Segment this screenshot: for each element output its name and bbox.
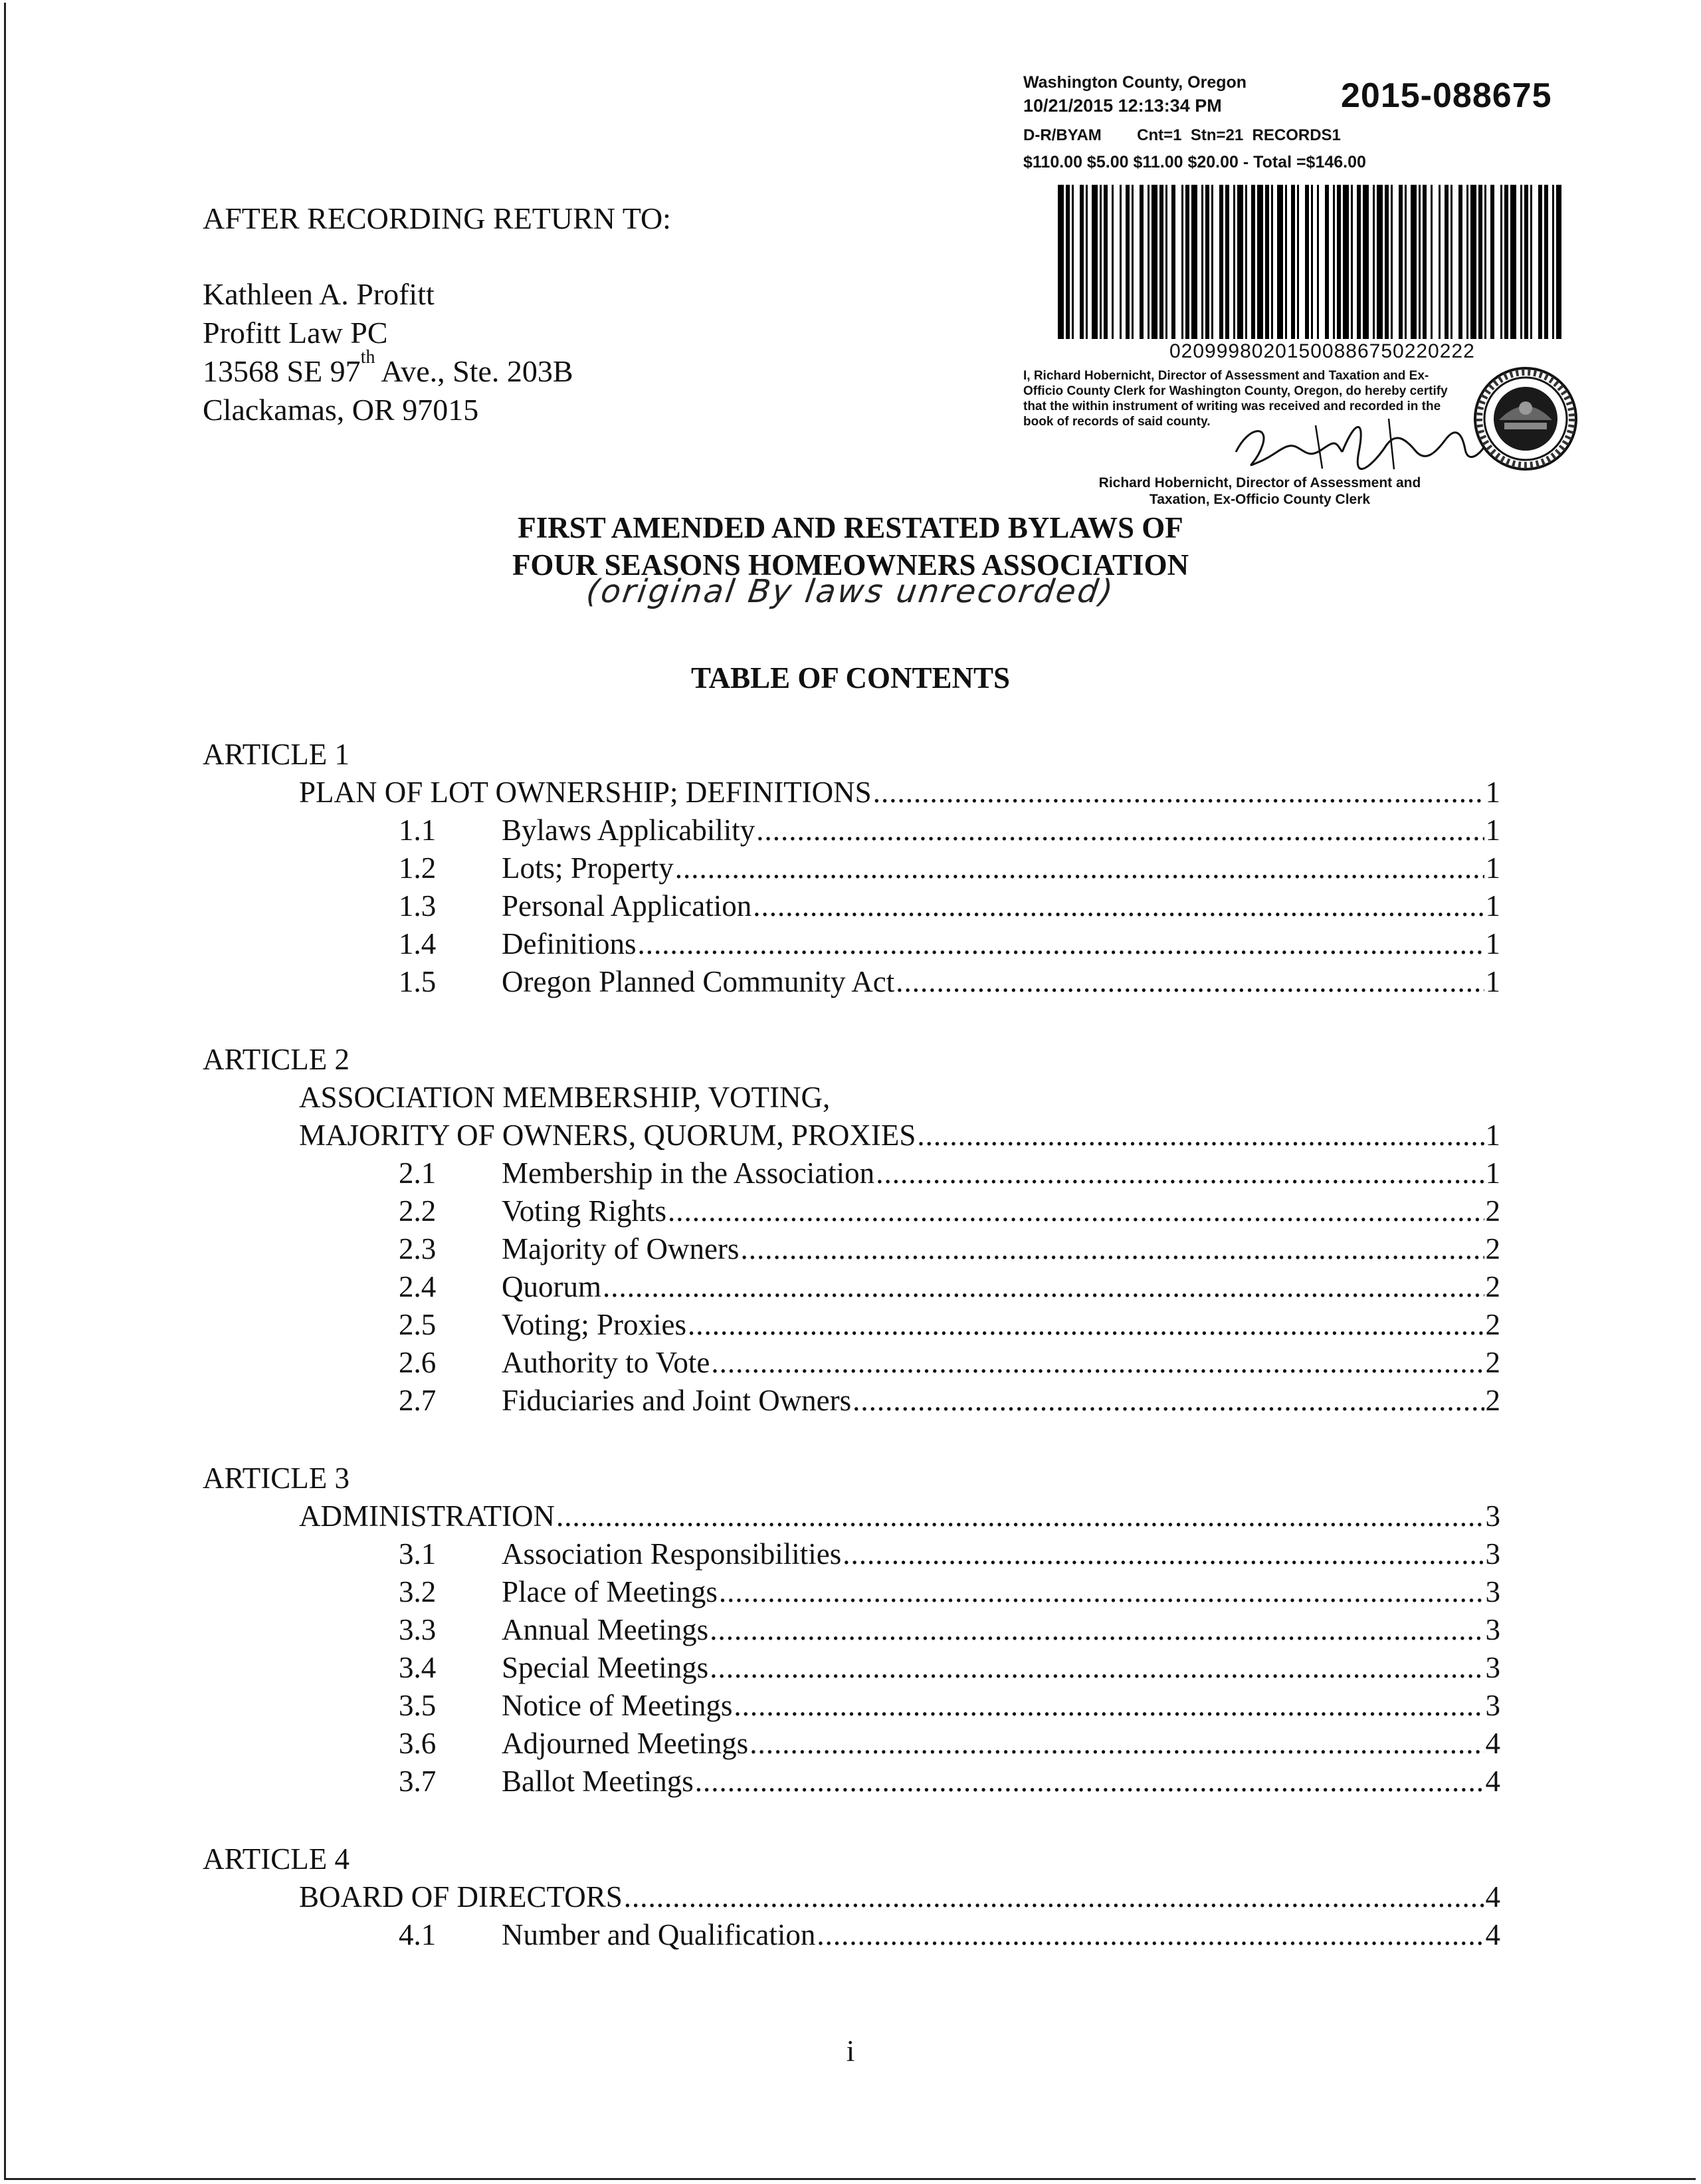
toc-heading: MAJORITY OF OWNERS, QUORUM, PROXIES [299,1119,916,1152]
toc-entry-3-4 [399,1649,1500,1686]
toc-page: 3 [1485,1689,1500,1722]
toc-entry-3-7 [399,1763,1500,1800]
toc-page: 2 [1485,1194,1500,1228]
toc-entry-1-3 [399,887,1500,925]
return-label: AFTER RECORDING RETURN TO: [203,201,671,235]
toc-text: Association Responsibilities [502,1537,842,1571]
toc-entry-article-3 [299,1497,1500,1535]
toc-page: 1 [1485,889,1500,923]
toc-num: 1.5 [399,965,437,998]
toc-num: 2.3 [399,1232,437,1265]
document-title-line2: FOUR SEASONS HOMEOWNERS ASSOCIATION [512,548,1189,582]
toc-text: Bylaws Applicability [502,814,755,847]
toc-page: 3 [1485,1575,1500,1608]
toc-page: 1 [1485,814,1500,847]
toc-text: Annual Meetings [502,1613,709,1646]
toc-num: 3.2 [399,1575,437,1608]
toc-num: 4.1 [399,1918,437,1951]
toc-leader [896,963,1484,1000]
toc-heading: BOARD OF DIRECTORS [299,1880,623,1913]
toc-page: 1 [1485,1119,1500,1152]
toc-entry-2-7 [399,1382,1500,1419]
stamp-fees: $110.00 $5.00 $11.00 $20.00 - Total =$146.00 [1023,153,1366,171]
toc-title: TABLE OF CONTENTS [690,661,1011,695]
toc-entry-2-6 [399,1344,1500,1381]
toc-leader [668,1192,1484,1230]
street-ordinal: th [360,347,375,368]
document-title-line1: FIRST AMENDED AND RESTATED BYLAWS OF [518,511,1183,544]
toc-page: 3 [1485,1613,1500,1646]
stamp-county: Washington County, Oregon [1023,73,1247,92]
toc-page: 3 [1485,1537,1500,1571]
page-number: i [846,2034,855,2068]
toc-heading: PLAN OF LOT OWNERSHIP; DEFINITIONS [299,776,872,809]
toc-text: Membership in the Association [502,1156,875,1190]
toc-num: 2.1 [399,1156,437,1190]
toc-page: 2 [1485,1232,1500,1265]
toc-num: 1.4 [399,927,437,960]
toc-num: 2.7 [399,1384,437,1417]
toc-entry-2-1 [399,1154,1500,1192]
handwritten-note: (original By laws unrecorded) [584,573,1117,610]
clerk-title: Taxation, Ex-Officio County Clerk [1149,492,1371,507]
toc-leader [603,1268,1484,1305]
toc-leader [556,1497,1484,1535]
toc-page: 4 [1485,1918,1500,1951]
clerk-name: Richard Hobernicht, Director of Assessment and [1098,475,1421,491]
toc-entry-2-3 [399,1230,1500,1267]
toc-leader [637,925,1484,962]
toc-text: Voting; Proxies [502,1308,686,1341]
toc-leader [817,1916,1484,1953]
toc-text: Ballot Meetings [502,1765,694,1798]
toc-leader [711,1344,1484,1381]
toc-page: 2 [1485,1346,1500,1379]
toc-text: Special Meetings [502,1651,709,1684]
toc-leader [624,1878,1484,1915]
toc-page: 2 [1485,1384,1500,1417]
toc-entry-1-4 [399,925,1500,962]
toc-heading-line1: ASSOCIATION MEMBERSHIP, VOTING, [299,1081,831,1114]
toc-leader [695,1763,1484,1800]
toc-leader [843,1535,1484,1573]
toc-page: 4 [1485,1765,1500,1798]
toc-leader [753,887,1484,925]
toc-page: 1 [1485,1156,1500,1190]
toc-page: 1 [1485,851,1500,885]
toc-num: 2.4 [399,1270,437,1303]
toc-page: 4 [1485,1880,1500,1913]
toc-num: 1.1 [399,814,437,847]
stamp-datetime: 10/21/2015 12:13:34 PM [1023,96,1222,116]
toc-num: 3.5 [399,1689,437,1722]
toc-page: 3 [1485,1651,1500,1684]
toc-entry-3-6 [399,1725,1500,1762]
toc-text: Voting Rights [502,1194,666,1228]
toc-text: Adjourned Meetings [502,1727,749,1760]
article-4-label: ARTICLE 4 [203,1842,350,1876]
barcode-number: 02099980201500886750220222 [1169,340,1475,362]
toc-leader [719,1573,1484,1610]
toc-num: 2.5 [399,1308,437,1341]
stamp-record-info: D-R/BYAM Cnt=1 Stn=21 RECORDS1 [1023,126,1341,144]
toc-leader [873,774,1484,811]
toc-num: 3.6 [399,1727,437,1760]
toc-leader [675,849,1484,887]
toc-entry-1-2 [399,849,1500,887]
toc-page: 4 [1485,1727,1500,1760]
toc-num: 3.1 [399,1537,437,1571]
document-number: 2015-088675 [1341,76,1552,115]
toc-num: 1.3 [399,889,437,923]
toc-entry-2-2 [399,1192,1500,1230]
toc-text: Majority of Owners [502,1232,740,1265]
return-address [203,275,573,429]
toc-entry-article-4 [299,1878,1500,1915]
toc-num: 1.2 [399,851,437,885]
toc-leader [710,1649,1484,1686]
toc-text: Authority to Vote [502,1346,710,1379]
toc-entry-1-1 [399,812,1500,849]
clerk-signature-icon [1223,405,1502,485]
toc-entry-article-1 [299,774,1500,811]
toc-entry-2-5 [399,1306,1500,1343]
return-street [203,347,573,391]
article-1-label: ARTICLE 1 [203,738,350,771]
toc-num: 3.7 [399,1765,437,1798]
toc-entry-3-3 [399,1611,1500,1648]
toc-num: 3.4 [399,1651,437,1684]
street-prefix: 13568 SE 97 [203,354,361,388]
toc-entry-3-2 [399,1573,1500,1610]
toc-page: 3 [1485,1499,1500,1533]
toc-text: Oregon Planned Community Act [502,965,895,998]
toc-text: Definitions [502,927,637,960]
toc-entry-4-1 [399,1916,1500,1953]
toc-entry-1-5 [399,963,1500,1000]
toc-heading: ADMINISTRATION [299,1499,555,1533]
toc-text: Notice of Meetings [502,1689,733,1722]
return-firm: Profitt Law PC [203,316,388,350]
street-suffix: Ave., Ste. 203B [375,354,573,388]
toc-entry-2-4 [399,1268,1500,1305]
toc-leader [917,1117,1484,1154]
toc-text: Personal Application [502,889,752,923]
toc-num: 2.2 [399,1194,437,1228]
toc-entry-3-5 [399,1687,1500,1724]
barcode-icon [1058,185,1561,339]
toc-num: 2.6 [399,1346,437,1379]
toc-leader [734,1687,1484,1724]
toc-leader [710,1611,1484,1648]
return-name: Kathleen A. Profitt [203,277,435,311]
toc-leader [756,812,1484,849]
toc-page: 1 [1485,776,1500,809]
toc-leader [750,1725,1484,1762]
toc-text: Fiduciaries and Joint Owners [502,1384,852,1417]
toc-entry-3-1 [399,1535,1500,1573]
toc-page: 1 [1485,927,1500,960]
county-seal-icon [1472,366,1579,472]
toc-page: 1 [1485,965,1500,998]
toc-leader [876,1154,1484,1192]
toc-text: Place of Meetings [502,1575,718,1608]
clerk-signature-block [1047,475,1472,508]
toc-leader [852,1382,1484,1419]
certification-text: I, Richard Hobernicht, Director of Assessment and Taxation and Ex-Officio County Clerk for Washington County, Oregon, do hereby certify that the within instrument of writing was received and recorded in the book of records of said county. [1023,369,1448,429]
toc-page: 2 [1485,1270,1500,1303]
toc-leader [740,1230,1484,1267]
article-3-label: ARTICLE 3 [203,1462,350,1495]
toc-text: Lots; Property [502,851,674,885]
toc-leader [688,1306,1484,1343]
toc-entry-article-2 [299,1117,1500,1154]
toc-page: 2 [1485,1308,1500,1341]
toc-num: 3.3 [399,1613,437,1646]
return-city: Clackamas, OR 97015 [203,393,479,427]
toc-text: Quorum [502,1270,601,1303]
article-2-label: ARTICLE 2 [203,1043,350,1076]
toc-text: Number and Qualification [502,1918,816,1951]
